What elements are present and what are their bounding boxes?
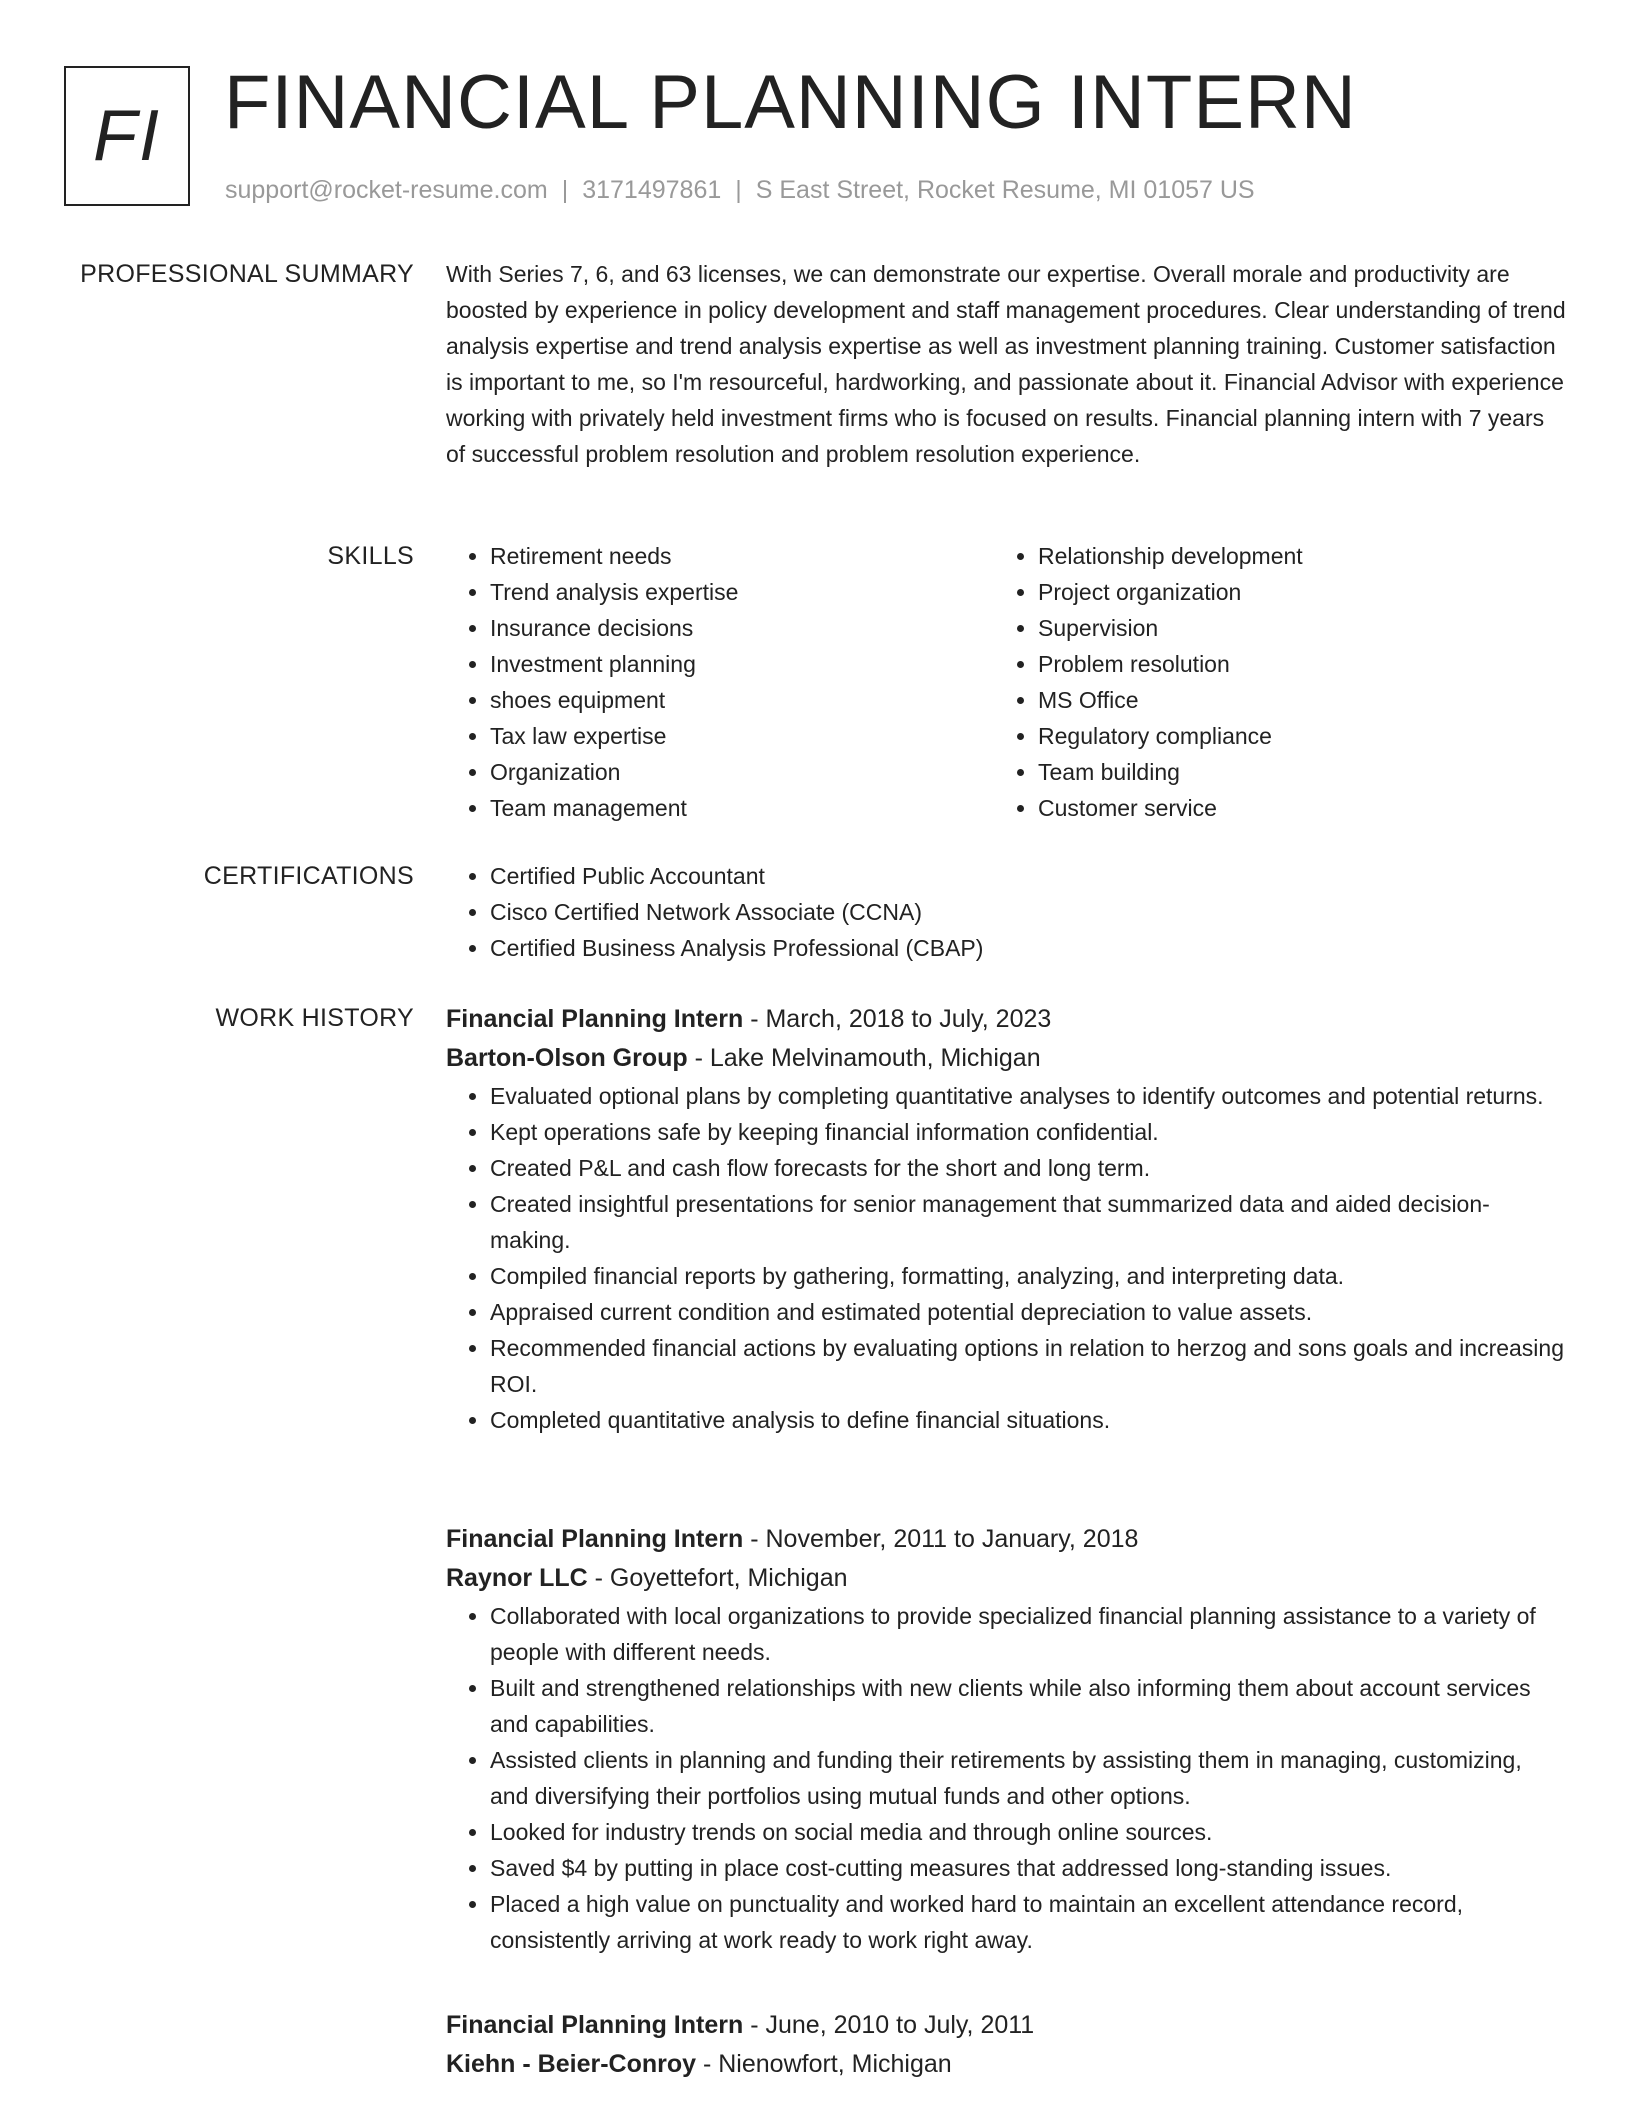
certification-item: • Cisco Certified Network Associate (CCNA) <box>490 894 1566 930</box>
contact-address: S East Street, Rocket Resume, MI 01057 US <box>755 176 1255 204</box>
job-bullet: • Created P&L and cash flow forecasts for the short and long term. <box>490 1150 1566 1186</box>
skills-list-right <box>994 538 1542 826</box>
job-bullet: • Appraised current condition and estimated potential depreciation to value assets. <box>490 1294 1566 1330</box>
job-entry <box>446 2006 1566 2084</box>
contact-separator: | <box>561 176 569 204</box>
job-entry <box>446 1520 1566 1958</box>
job-title: Financial Planning Intern <box>446 2011 744 2039</box>
skills-list-left <box>446 538 994 826</box>
job-company: Barton-Olson Group <box>446 1044 688 1072</box>
job-company: Raynor LLC <box>446 1564 588 1592</box>
job-bullet: • Looked for industry trends on social media and through online sources. <box>490 1814 1566 1850</box>
job-dash: - <box>743 2011 766 2039</box>
job-dash: - <box>696 2050 719 2078</box>
skills-column-left <box>446 538 994 826</box>
contact-phone: 3171497861 <box>582 176 722 204</box>
job-dash: - <box>743 1525 766 1553</box>
skill-item: • Project organization <box>1038 574 1542 610</box>
skill-item: • Team management <box>490 790 994 826</box>
job-title-line <box>446 2006 1566 2045</box>
job-company-line <box>446 2045 1566 2084</box>
job-title: Financial Planning Intern <box>446 1525 744 1553</box>
job-dash: - <box>587 1564 610 1592</box>
skill-item: • Regulatory compliance <box>1038 718 1542 754</box>
job-bullet: • Saved $4 by putting in place cost-cutting measures that addressed long-standing issues. <box>490 1850 1566 1886</box>
certification-item: • Certified Public Accountant <box>490 858 1566 894</box>
job-company-line <box>446 1559 1566 1598</box>
summary-heading: PROFESSIONAL SUMMARY <box>80 260 414 288</box>
job-bullet: • Kept operations safe by keeping financial information confidential. <box>490 1114 1566 1150</box>
job-location: Nienowfort, Michigan <box>718 2050 952 2078</box>
certifications-heading: CERTIFICATIONS <box>203 862 414 890</box>
skill-item: • Organization <box>490 754 994 790</box>
skills-column-right <box>994 538 1542 826</box>
skill-item: • Insurance decisions <box>490 610 994 646</box>
contact-separator: | <box>735 176 742 204</box>
job-bullet: • Collaborated with local organizations to provide specialized financial planning assistance to a variety of people with different needs. <box>490 1598 1566 1670</box>
work-history-heading: WORK HISTORY <box>215 1004 414 1032</box>
certifications-list <box>446 858 1566 966</box>
skill-item: • Customer service <box>1038 790 1542 826</box>
contact-line <box>225 172 1255 208</box>
job-bullet: • Compiled financial reports by gathering, formatting, analyzing, and interpreting data. <box>490 1258 1566 1294</box>
skill-item: • Supervision <box>1038 610 1542 646</box>
skill-item: • Tax law expertise <box>490 718 994 754</box>
page-title: FINANCIAL PLANNING INTERN <box>224 60 1357 145</box>
contact-email: support@rocket-resume.com <box>225 176 548 204</box>
job-bullet: • Created insightful presentations for senior management that summarized data and aided decision-making. <box>490 1186 1566 1258</box>
job-entry <box>446 1000 1566 1438</box>
job-title-line <box>446 1520 1566 1559</box>
job-location: Goyettefort, Michigan <box>609 1564 848 1592</box>
monogram-logo: FI <box>64 66 190 206</box>
skill-item: • Trend analysis expertise <box>490 574 994 610</box>
skills-grid <box>446 538 1566 826</box>
job-title: Financial Planning Intern <box>446 1005 744 1033</box>
job-dates: March, 2018 to July, 2023 <box>765 1005 1052 1033</box>
skill-item: • MS Office <box>1038 682 1542 718</box>
job-dates: November, 2011 to January, 2018 <box>765 1525 1139 1553</box>
skill-item: • Investment planning <box>490 646 994 682</box>
summary-text: With Series 7, 6, and 63 licenses, we can demonstrate our expertise. Overall morale and productivity are boosted by experience in policy development and staff management procedures. Clear understanding of trend analysis expertise and trend analysis expertise as well as investment planning training. Customer satisfaction is important to me, so I'm resourceful, hardworking, and passionate about it. Financial Advisor with experience working with privately held investment firms who is focused on results. Financial planning intern with 7 years of successful problem resolution and problem resolution experience. <box>446 261 1566 467</box>
job-location: Lake Melvinamouth, Michigan <box>709 1044 1041 1072</box>
job-dash: - <box>687 1044 710 1072</box>
skill-item: • Relationship development <box>1038 538 1542 574</box>
certifications-body <box>446 858 1566 966</box>
job-bullet-list <box>446 1078 1566 1438</box>
job-title-line <box>446 1000 1566 1039</box>
certification-item: • Certified Business Analysis Professional (CBAP) <box>490 930 1566 966</box>
job-bullet: • Placed a high value on punctuality and worked hard to maintain an excellent attendance record, consistently arriving at work ready to work right away. <box>490 1886 1566 1958</box>
summary-body <box>446 256 1566 472</box>
job-dash: - <box>743 1005 766 1033</box>
skill-item: • shoes equipment <box>490 682 994 718</box>
skills-heading: SKILLS <box>327 542 414 570</box>
skill-item: • Team building <box>1038 754 1542 790</box>
skill-item: • Problem resolution <box>1038 646 1542 682</box>
job-bullet: • Built and strengthened relationships with new clients while also informing them about account services and capabilities. <box>490 1670 1566 1742</box>
skill-item: • Retirement needs <box>490 538 994 574</box>
job-bullet: • Completed quantitative analysis to define financial situations. <box>490 1402 1566 1438</box>
job-bullet: • Evaluated optional plans by completing quantitative analyses to identify outcomes and potential returns. <box>490 1078 1566 1114</box>
job-company: Kiehn - Beier-Conroy <box>446 2050 697 2078</box>
job-company-line <box>446 1039 1566 1078</box>
job-bullet: • Recommended financial actions by evaluating options in relation to herzog and sons goals and increasing ROI. <box>490 1330 1566 1402</box>
job-dates: June, 2010 to July, 2011 <box>765 2011 1035 2039</box>
job-bullet-list <box>446 1598 1566 1958</box>
job-bullet: • Assisted clients in planning and funding their retirements by assisting them in managing, customizing, and diversifying their portfolios using mutual funds and other options. <box>490 1742 1566 1814</box>
